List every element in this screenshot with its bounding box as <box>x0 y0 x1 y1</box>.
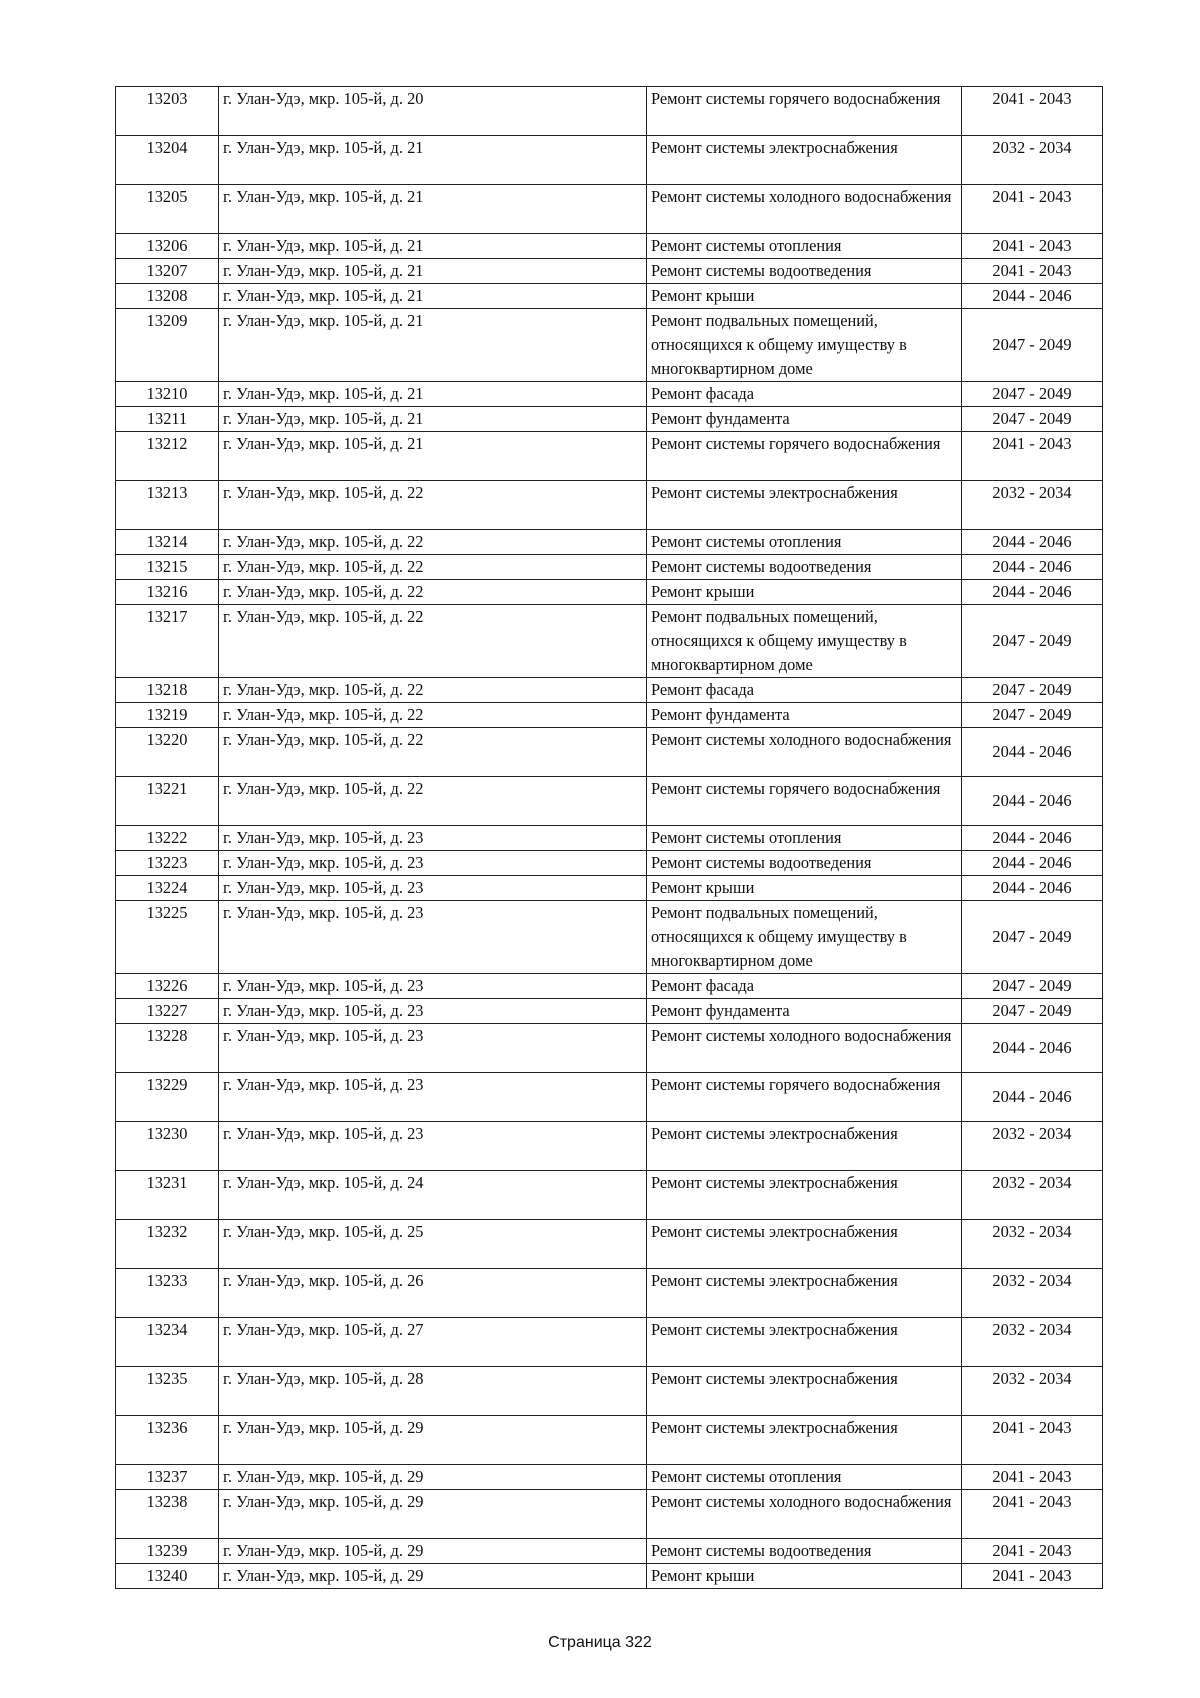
work-type-cell: Ремонт системы электроснабжения <box>647 1220 962 1269</box>
period-cell: 2032 - 2034 <box>962 1318 1103 1367</box>
work-type-cell: Ремонт подвальных помещений, относящихся к общему имуществу в многоквартирном доме <box>647 901 962 974</box>
address-cell: г. Улан-Удэ, мкр. 105-й, д. 29 <box>219 1465 647 1490</box>
row-number-cell: 13236 <box>116 1416 219 1465</box>
work-type-cell: Ремонт фасада <box>647 382 962 407</box>
period-cell: 2047 - 2049 <box>962 407 1103 432</box>
table-row <box>116 1465 1103 1490</box>
period-cell: 2041 - 2043 <box>962 432 1103 481</box>
work-type-cell: Ремонт фундамента <box>647 407 962 432</box>
address-cell: г. Улан-Удэ, мкр. 105-й, д. 23 <box>219 851 647 876</box>
table-row <box>116 974 1103 999</box>
address-cell: г. Улан-Удэ, мкр. 105-й, д. 22 <box>219 530 647 555</box>
work-type-cell: Ремонт фундамента <box>647 703 962 728</box>
period-cell: 2032 - 2034 <box>962 1367 1103 1416</box>
address-cell: г. Улан-Удэ, мкр. 105-й, д. 22 <box>219 728 647 777</box>
work-type-cell: Ремонт крыши <box>647 876 962 901</box>
row-number-cell: 13206 <box>116 234 219 259</box>
row-number-cell: 13223 <box>116 851 219 876</box>
table-row <box>116 1564 1103 1589</box>
row-number-cell: 13217 <box>116 605 219 678</box>
period-cell: 2032 - 2034 <box>962 1122 1103 1171</box>
address-cell: г. Улан-Удэ, мкр. 105-й, д. 21 <box>219 382 647 407</box>
table-row <box>116 309 1103 382</box>
address-cell: г. Улан-Удэ, мкр. 105-й, д. 23 <box>219 901 647 974</box>
period-cell: 2044 - 2046 <box>962 580 1103 605</box>
row-number-cell: 13237 <box>116 1465 219 1490</box>
table-row <box>116 1367 1103 1416</box>
row-number-cell: 13216 <box>116 580 219 605</box>
period-cell: 2047 - 2049 <box>962 605 1103 678</box>
period-cell: 2032 - 2034 <box>962 1220 1103 1269</box>
table-row <box>116 284 1103 309</box>
address-cell: г. Улан-Удэ, мкр. 105-й, д. 21 <box>219 309 647 382</box>
row-number-cell: 13230 <box>116 1122 219 1171</box>
table-row <box>116 407 1103 432</box>
address-cell: г. Улан-Удэ, мкр. 105-й, д. 24 <box>219 1171 647 1220</box>
table-row <box>116 382 1103 407</box>
address-cell: г. Улан-Удэ, мкр. 105-й, д. 23 <box>219 1024 647 1073</box>
table-row <box>116 678 1103 703</box>
row-number-cell: 13229 <box>116 1073 219 1122</box>
address-cell: г. Улан-Удэ, мкр. 105-й, д. 21 <box>219 407 647 432</box>
work-type-cell: Ремонт системы электроснабжения <box>647 1122 962 1171</box>
address-cell: г. Улан-Удэ, мкр. 105-й, д. 21 <box>219 432 647 481</box>
address-cell: г. Улан-Удэ, мкр. 105-й, д. 23 <box>219 826 647 851</box>
period-cell: 2044 - 2046 <box>962 284 1103 309</box>
table-row <box>116 851 1103 876</box>
period-cell: 2047 - 2049 <box>962 901 1103 974</box>
work-type-cell: Ремонт крыши <box>647 284 962 309</box>
row-number-cell: 13215 <box>116 555 219 580</box>
table-row <box>116 703 1103 728</box>
period-cell: 2041 - 2043 <box>962 1564 1103 1589</box>
work-type-cell: Ремонт фундамента <box>647 999 962 1024</box>
period-cell: 2047 - 2049 <box>962 999 1103 1024</box>
table-row <box>116 555 1103 580</box>
address-cell: г. Улан-Удэ, мкр. 105-й, д. 29 <box>219 1416 647 1465</box>
row-number-cell: 13220 <box>116 728 219 777</box>
period-cell: 2041 - 2043 <box>962 87 1103 136</box>
work-type-cell: Ремонт системы электроснабжения <box>647 1269 962 1318</box>
table-row <box>116 999 1103 1024</box>
table-row <box>116 432 1103 481</box>
work-type-cell: Ремонт системы отопления <box>647 530 962 555</box>
table-row <box>116 1318 1103 1367</box>
address-cell: г. Улан-Удэ, мкр. 105-й, д. 21 <box>219 136 647 185</box>
work-type-cell: Ремонт системы холодного водоснабжения <box>647 1490 962 1539</box>
address-cell: г. Улан-Удэ, мкр. 105-й, д. 29 <box>219 1564 647 1589</box>
work-type-cell: Ремонт системы электроснабжения <box>647 1318 962 1367</box>
work-type-cell: Ремонт фасада <box>647 974 962 999</box>
address-cell: г. Улан-Удэ, мкр. 105-й, д. 27 <box>219 1318 647 1367</box>
address-cell: г. Улан-Удэ, мкр. 105-й, д. 20 <box>219 87 647 136</box>
work-type-cell: Ремонт системы горячего водоснабжения <box>647 777 962 826</box>
period-cell: 2041 - 2043 <box>962 1465 1103 1490</box>
row-number-cell: 13224 <box>116 876 219 901</box>
page-number: Страница 322 <box>548 1634 652 1651</box>
address-cell: г. Улан-Удэ, мкр. 105-й, д. 22 <box>219 777 647 826</box>
address-cell: г. Улан-Удэ, мкр. 105-й, д. 26 <box>219 1269 647 1318</box>
row-number-cell: 13226 <box>116 974 219 999</box>
row-number-cell: 13208 <box>116 284 219 309</box>
row-number-cell: 13225 <box>116 901 219 974</box>
row-number-cell: 13232 <box>116 1220 219 1269</box>
period-cell: 2032 - 2034 <box>962 481 1103 530</box>
address-cell: г. Улан-Удэ, мкр. 105-й, д. 22 <box>219 481 647 530</box>
row-number-cell: 13207 <box>116 259 219 284</box>
table-row <box>116 1416 1103 1465</box>
period-cell: 2041 - 2043 <box>962 234 1103 259</box>
row-number-cell: 13204 <box>116 136 219 185</box>
address-cell: г. Улан-Удэ, мкр. 105-й, д. 28 <box>219 1367 647 1416</box>
work-type-cell: Ремонт крыши <box>647 1564 962 1589</box>
work-type-cell: Ремонт системы водоотведения <box>647 555 962 580</box>
address-cell: г. Улан-Удэ, мкр. 105-й, д. 23 <box>219 1073 647 1122</box>
table-body <box>116 87 1103 1589</box>
period-cell: 2044 - 2046 <box>962 826 1103 851</box>
work-type-cell: Ремонт системы отопления <box>647 234 962 259</box>
period-cell: 2047 - 2049 <box>962 974 1103 999</box>
work-type-cell: Ремонт системы холодного водоснабжения <box>647 728 962 777</box>
work-type-cell: Ремонт системы холодного водоснабжения <box>647 185 962 234</box>
row-number-cell: 13205 <box>116 185 219 234</box>
period-cell: 2041 - 2043 <box>962 259 1103 284</box>
address-cell: г. Улан-Удэ, мкр. 105-й, д. 22 <box>219 605 647 678</box>
row-number-cell: 13209 <box>116 309 219 382</box>
address-cell: г. Улан-Удэ, мкр. 105-й, д. 21 <box>219 234 647 259</box>
period-cell: 2044 - 2046 <box>962 1024 1103 1073</box>
period-cell: 2047 - 2049 <box>962 382 1103 407</box>
work-type-cell: Ремонт подвальных помещений, относящихся к общему имуществу в многоквартирном доме <box>647 309 962 382</box>
address-cell: г. Улан-Удэ, мкр. 105-й, д. 23 <box>219 974 647 999</box>
work-type-cell: Ремонт системы электроснабжения <box>647 1367 962 1416</box>
table-row <box>116 1490 1103 1539</box>
work-type-cell: Ремонт системы водоотведения <box>647 259 962 284</box>
work-type-cell: Ремонт фасада <box>647 678 962 703</box>
address-cell: г. Улан-Удэ, мкр. 105-й, д. 29 <box>219 1490 647 1539</box>
period-cell: 2047 - 2049 <box>962 703 1103 728</box>
address-cell: г. Улан-Удэ, мкр. 105-й, д. 23 <box>219 876 647 901</box>
table-row <box>116 185 1103 234</box>
address-cell: г. Улан-Удэ, мкр. 105-й, д. 22 <box>219 703 647 728</box>
period-cell: 2032 - 2034 <box>962 136 1103 185</box>
table-row <box>116 901 1103 974</box>
works-table <box>115 86 1103 1589</box>
row-number-cell: 13213 <box>116 481 219 530</box>
work-type-cell: Ремонт системы отопления <box>647 1465 962 1490</box>
row-number-cell: 13227 <box>116 999 219 1024</box>
row-number-cell: 13233 <box>116 1269 219 1318</box>
period-cell: 2041 - 2043 <box>962 185 1103 234</box>
table-row <box>116 1539 1103 1564</box>
row-number-cell: 13231 <box>116 1171 219 1220</box>
period-cell: 2044 - 2046 <box>962 1073 1103 1122</box>
work-type-cell: Ремонт крыши <box>647 580 962 605</box>
row-number-cell: 13228 <box>116 1024 219 1073</box>
period-cell: 2044 - 2046 <box>962 851 1103 876</box>
row-number-cell: 13235 <box>116 1367 219 1416</box>
work-type-cell: Ремонт системы электроснабжения <box>647 481 962 530</box>
row-number-cell: 13210 <box>116 382 219 407</box>
table-row <box>116 530 1103 555</box>
row-number-cell: 13214 <box>116 530 219 555</box>
table-row <box>116 1073 1103 1122</box>
period-cell: 2044 - 2046 <box>962 555 1103 580</box>
period-cell: 2047 - 2049 <box>962 678 1103 703</box>
table-row <box>116 136 1103 185</box>
work-type-cell: Ремонт системы электроснабжения <box>647 1416 962 1465</box>
table-row <box>116 605 1103 678</box>
work-type-cell: Ремонт системы водоотведения <box>647 1539 962 1564</box>
table-row <box>116 876 1103 901</box>
row-number-cell: 13203 <box>116 87 219 136</box>
table-row <box>116 580 1103 605</box>
table-row <box>116 1024 1103 1073</box>
period-cell: 2044 - 2046 <box>962 728 1103 777</box>
table-row <box>116 259 1103 284</box>
period-cell: 2041 - 2043 <box>962 1416 1103 1465</box>
address-cell: г. Улан-Удэ, мкр. 105-й, д. 22 <box>219 678 647 703</box>
work-type-cell: Ремонт системы холодного водоснабжения <box>647 1024 962 1073</box>
work-type-cell: Ремонт системы водоотведения <box>647 851 962 876</box>
address-cell: г. Улан-Удэ, мкр. 105-й, д. 21 <box>219 259 647 284</box>
period-cell: 2044 - 2046 <box>962 876 1103 901</box>
work-type-cell: Ремонт системы горячего водоснабжения <box>647 432 962 481</box>
table-row <box>116 728 1103 777</box>
address-cell: г. Улан-Удэ, мкр. 105-й, д. 22 <box>219 555 647 580</box>
row-number-cell: 13222 <box>116 826 219 851</box>
period-cell: 2044 - 2046 <box>962 530 1103 555</box>
table-row <box>116 87 1103 136</box>
table-row <box>116 826 1103 851</box>
table-row <box>116 481 1103 530</box>
row-number-cell: 13239 <box>116 1539 219 1564</box>
row-number-cell: 13218 <box>116 678 219 703</box>
row-number-cell: 13234 <box>116 1318 219 1367</box>
period-cell: 2044 - 2046 <box>962 777 1103 826</box>
row-number-cell: 13219 <box>116 703 219 728</box>
address-cell: г. Улан-Удэ, мкр. 105-й, д. 23 <box>219 999 647 1024</box>
work-type-cell: Ремонт системы горячего водоснабжения <box>647 1073 962 1122</box>
table-row <box>116 777 1103 826</box>
period-cell: 2032 - 2034 <box>962 1269 1103 1318</box>
row-number-cell: 13238 <box>116 1490 219 1539</box>
address-cell: г. Улан-Удэ, мкр. 105-й, д. 21 <box>219 284 647 309</box>
row-number-cell: 13240 <box>116 1564 219 1589</box>
table-row <box>116 1122 1103 1171</box>
table-row <box>116 1269 1103 1318</box>
row-number-cell: 13221 <box>116 777 219 826</box>
period-cell: 2041 - 2043 <box>962 1539 1103 1564</box>
row-number-cell: 13211 <box>116 407 219 432</box>
address-cell: г. Улан-Удэ, мкр. 105-й, д. 29 <box>219 1539 647 1564</box>
period-cell: 2047 - 2049 <box>962 309 1103 382</box>
period-cell: 2032 - 2034 <box>962 1171 1103 1220</box>
table-row <box>116 234 1103 259</box>
period-cell: 2041 - 2043 <box>962 1490 1103 1539</box>
address-cell: г. Улан-Удэ, мкр. 105-й, д. 25 <box>219 1220 647 1269</box>
address-cell: г. Улан-Удэ, мкр. 105-й, д. 22 <box>219 580 647 605</box>
table-row <box>116 1220 1103 1269</box>
work-type-cell: Ремонт подвальных помещений, относящихся к общему имуществу в многоквартирном доме <box>647 605 962 678</box>
address-cell: г. Улан-Удэ, мкр. 105-й, д. 21 <box>219 185 647 234</box>
work-type-cell: Ремонт системы отопления <box>647 826 962 851</box>
table-row <box>116 1171 1103 1220</box>
row-number-cell: 13212 <box>116 432 219 481</box>
work-type-cell: Ремонт системы электроснабжения <box>647 1171 962 1220</box>
work-type-cell: Ремонт системы электроснабжения <box>647 136 962 185</box>
work-type-cell: Ремонт системы горячего водоснабжения <box>647 87 962 136</box>
address-cell: г. Улан-Удэ, мкр. 105-й, д. 23 <box>219 1122 647 1171</box>
